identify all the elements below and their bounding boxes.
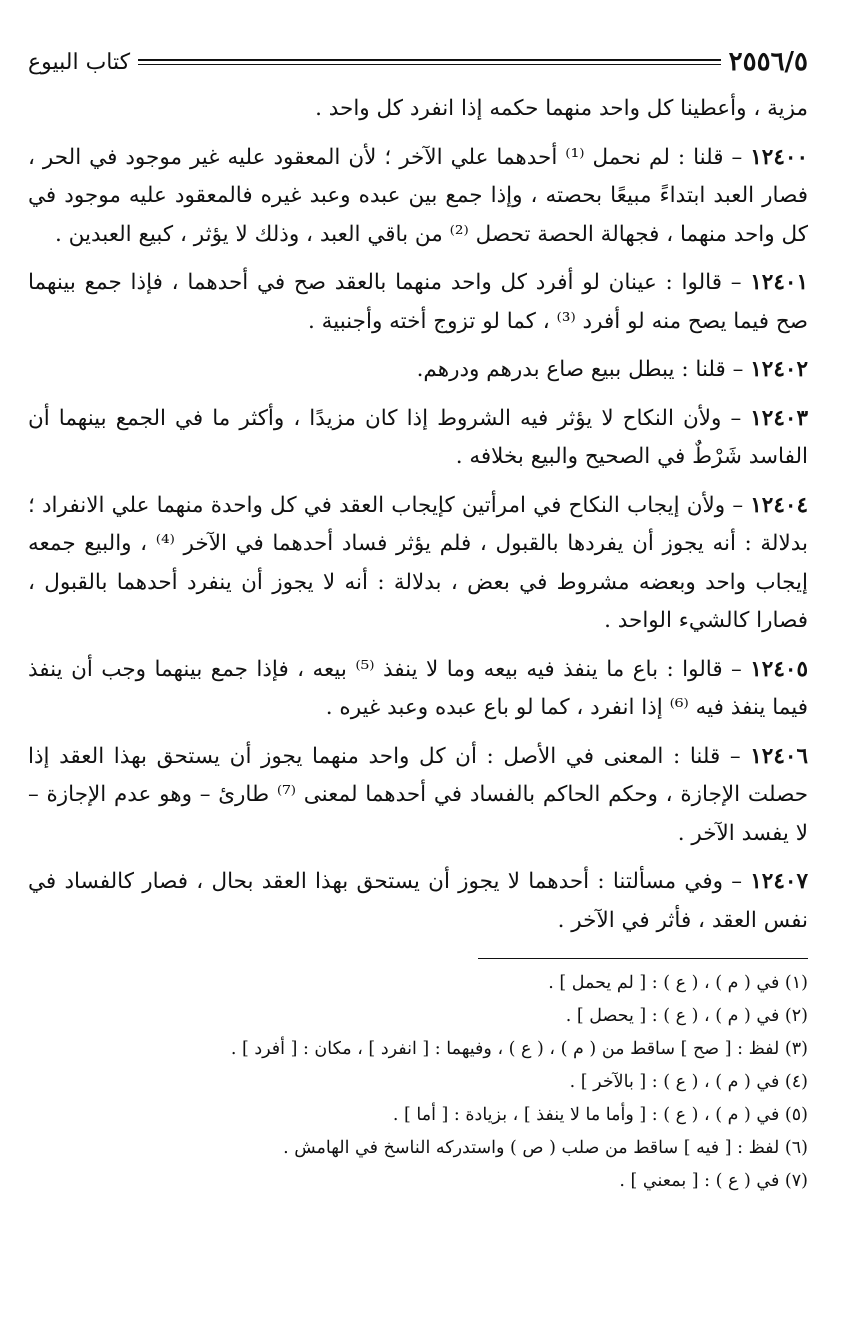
book-page: [28, 40, 808, 1198]
paragraph: [28, 264, 808, 341]
paragraph-number: ١٢٤٠٧: [750, 869, 808, 894]
paragraph-number: ١٢٤٠٣: [750, 405, 808, 431]
footnote: (٤) في ( م ) ، ( ع ) : [ بالآخر ] .: [569, 1072, 808, 1092]
footnote-separator: [478, 958, 808, 959]
paragraph: [28, 487, 808, 641]
paragraph: [28, 651, 808, 728]
paragraph-number: ١٢٤٠٤: [750, 492, 808, 518]
header-rule: [138, 59, 721, 65]
paragraph-text: – ولأن إيجاب النكاح في امرأتين كإيجاب العقد في كل واحدة منهما علي الانفراد ؛ بدلالة : أنه يجوز أن يفردها بالقبول ، فلم يؤثر فساد أحدهما في الآخر ⁽⁴⁾ ، والبيع جمعه إيجاب واحد وبعضه مشروط في بعض ، بدلالة : أنه لا يجوز أن ينفرد أحدهما بالقبول ، فصارا كالشيء الواحد .: [28, 492, 809, 633]
footnote: (٣) لفظ : [ صح ] ساقط من ( م ) ، ( ع ) ، وفيهما : [ انفرد ] ، مكان : [ أفرد ] .: [230, 1039, 808, 1059]
paragraph-text: – قلنا : يبطل ببيع صاع بدرهم ودرهم.: [416, 357, 751, 382]
footnote: (١) في ( م ) ، ( ع ) : [ لم يحمل ] .: [548, 973, 808, 993]
paragraph-text: مزية ، وأعطينا كل واحد منهما حكمه إذا انفرد كل واحد .: [315, 96, 808, 121]
paragraph-number: ١٢٤٠٥: [750, 656, 808, 682]
paragraph-text: – قلنا : المعنى في الأصل : أن كل واحد منهما يجوز أن يستحق بهذا العقد إذا حصلت الإجازة ، وحكم الحاكم بالفساد في أحدهما لمعنى ⁽⁷⁾ طارئ – وهو عدم الإجازة – لا يفسد الآخر .: [28, 743, 808, 846]
paragraph: [28, 351, 808, 390]
footnote: (٧) في ( ع ) : [ بمعني ] .: [619, 1171, 808, 1191]
main-text: [28, 90, 808, 940]
paragraph: [28, 90, 808, 129]
paragraph: [28, 400, 808, 477]
paragraph-text: – وفي مسألتنا : أحدهما لا يجوز أن يستحق بهذا العقد بحال ، فصار كالفساد في نفس العقد ، فأثر في الآخر .: [28, 869, 808, 933]
footnote: (٥) في ( م ) ، ( ع ) : [ وأما ما لا ينفذ ] ، بزيادة : [ أما ] .: [392, 1105, 808, 1125]
page-header: [28, 40, 808, 84]
paragraph-number: ١٢٤٠٦: [750, 743, 808, 769]
paragraph: [28, 738, 808, 854]
footnotes: [28, 967, 808, 1198]
paragraph-number: ١٢٤٠٢: [750, 357, 808, 382]
paragraph-text: – ولأن النكاح لا يؤثر فيه الشروط إذا كان مزيدًا ، وأكثر ما في الجمع بينهما أن الفاسد شَرْطٌ في الصحيح والبيع بخلافه .: [28, 405, 808, 469]
paragraph: [28, 139, 808, 255]
page-number: ٢٥٥٦/٥: [728, 47, 808, 77]
book-title: كتاب البيوع: [28, 49, 131, 75]
paragraph-text: – قالوا : عينان لو أفرد كل واحد منهما بالعقد صح في أحدهما ، فإذا جمع بينهما صح فيما يصح منه لو أفرد ⁽³⁾ ، كما لو تزوج أخته وأجنبية .: [28, 270, 808, 334]
footnote: (٦) لفظ : [ فيه ] ساقط من صلب ( ص ) واستدركه الناسخ في الهامش .: [283, 1138, 808, 1158]
paragraph-number: ١٢٤٠٠: [750, 144, 808, 170]
paragraph-text: – قالوا : باع ما ينفذ فيه بيعه وما لا ينفذ ⁽⁵⁾ بيعه ، فإذا جمع بينهما وجب أن ينفذ فيما ينفذ فيه ⁽⁶⁾ إذا انفرد ، كما لو باع عبده وعبد غيره .: [28, 656, 808, 720]
paragraph-text: – قلنا : لم نحمل ⁽¹⁾ أحدهما علي الآخر ؛ لأن المعقود عليه غير موجود في الحر ، فصار العبد ابتداءً مبيعًا بحصته ، وإذا جمع بين عبده وعبد غيره فالمعقود عليه موجود في كل واحد منهما ، فجهالة الحصة تحصل ⁽²⁾ من باقي العبد ، وذلك لا يؤثر ، كبيع العبدين .: [28, 144, 808, 247]
footnote: (٢) في ( م ) ، ( ع ) : [ يحصل ] .: [565, 1006, 808, 1026]
paragraph-number: ١٢٤٠١: [750, 270, 808, 295]
paragraph: [28, 863, 808, 940]
